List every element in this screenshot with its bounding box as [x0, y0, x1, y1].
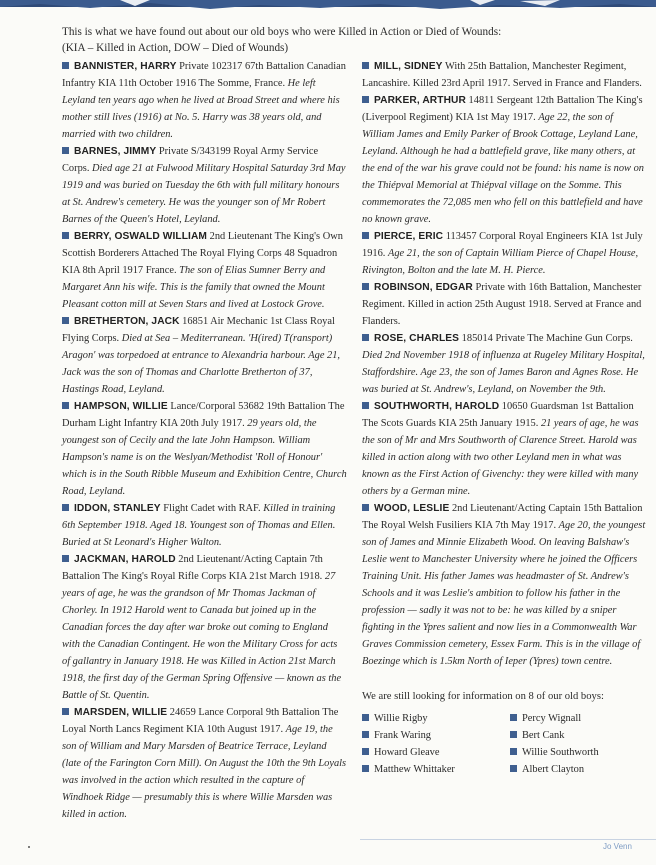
bullet-icon [62, 504, 69, 511]
entry-iddon: IDDON, STANLEY Flight Cadet with RAF. Killed in training 6th September 1918. Aged 18. Youngest son of Thomas and Ellen. Buried at St Leonard's Higher Walton. [62, 503, 336, 548]
list-item: Albert Clayton [510, 762, 640, 778]
entry-jackman: JACKMAN, HAROLD 2nd Lieutenant/Acting Captain 7th Battalion The King's Royal Rifle Corps KIA 21st March 1918. 27 years of age, he was the grandson of Mr Thomas Jackman of Chorley. In 1912 Harold went to Canada but joined up in the Canadian forces the day after war broke out coming to England with the Canadian Contingent. He won the Military Cross for acts of gallantry in January 1918. He was Killed in Action 21st March 1918, the first day of the German Spring Offensive — known as the Battle of St. Quentin. [62, 554, 342, 701]
bullet-icon [362, 283, 369, 290]
list-item: Matthew Whittaker [362, 762, 510, 778]
page-mark [28, 846, 30, 848]
bullet-icon [362, 96, 369, 103]
entry-southworth: SOUTHWORTH, HAROLD 10650 Guardsman 1st Battalion The Scots Guards KIA 25th January 1915. 21 years of age, he was the son of Mr and Mrs Southworth of Clarence Street. Harold was killed in action along with two other Leyland men in what was known as the First Action of Givenchy: they were killed with many others by a German mine. [362, 401, 639, 497]
entry-bannister: BANNISTER, HARRY Private 102317 67th Battalion Canadian Infantry KIA 11th October 1916 The Somme, France. He left Leyland ten years ago when he lived at Broad Street and where his mother still lives (1916) at No. 5. Harry was 38 years old, and married with two children. [62, 61, 346, 140]
still-looking-list [362, 711, 647, 778]
bullet-icon [362, 62, 369, 69]
bullet-icon [362, 714, 369, 721]
list-item: Willie Rigby [362, 711, 510, 727]
entry-wood: WOOD, LESLIE 2nd Lieutenant/Acting Captain 15th Battalion The Royal Welsh Fusiliers KIA 7th May 1917. Age 20, the youngest son of James and Minnie Elizabeth Wood. On leaving Balshaw's Leslie went to Manchester University where he joined the Officers Training Unit. His father James was headmaster of St. Andrew's Schools and it was Leslie's ambition to follow his father in the profession — sadly it was not to be: he was killed by a sniper fighting in the Ypres salient and now lies in a Commonwealth War Graves Commission cemetery, Essex Farm. This is in the village of Boezinge which is 1.5km North of Ieper (Ypres) town centre. [362, 503, 646, 667]
entry-hampson: HAMPSON, WILLIE Lance/Corporal 53682 19th Battalion The Durham Light Infantry KIA 20th July 1917. 29 years old, the youngest son of Cecily and the late John Hampson. William Hampson's name is on the Weslyan/Methodist 'Roll of Honour' which is in the South Ribble Museum and Exhibition Centre, Church Road, Leyland. [62, 401, 347, 497]
entry-bretherton: BRETHERTON, JACK 16851 Air Mechanic 1st Class Royal Flying Corps. Died at Sea – Mediterranean. 'H(ired) T(ransport) Aragon' was torpedoed at entrance to Alexandria harbour. Age 21, Jack was the son of Thomas and Charlotte Bretherton of 37, Hastings Road, Leyland. [62, 316, 341, 395]
list-item: Willie Southworth [510, 745, 640, 761]
bullet-icon [362, 504, 369, 511]
still-looking-heading: We are still looking for information on 8 of our old boys: [362, 691, 604, 702]
entry-robinson: ROBINSON, EDGAR Private with 16th Battalion, Manchester Regiment. Killed in action 25th August 1918. Served at France and Flanders. [362, 282, 642, 327]
list-item: Howard Gleave [362, 745, 510, 761]
footer-rule [360, 839, 656, 840]
bullet-icon [510, 731, 517, 738]
left-column [62, 58, 347, 823]
list-item: Bert Cank [510, 728, 640, 744]
bullet-icon [62, 555, 69, 562]
entry-pierce: PIERCE, ERIC 113457 Corporal Royal Engineers KIA 1st July 1916. Age 21, the son of Captain William Pierce of Chapel House, Rivington, Bolton and the late M. H. Pierce. [362, 231, 643, 276]
bullet-icon [362, 402, 369, 409]
bullet-icon [62, 62, 69, 69]
top-decorative-band [0, 0, 656, 12]
bullet-icon [62, 708, 69, 715]
entry-berry: BERRY, OSWALD WILLIAM 2nd Lieutenant The King's Own Scottish Borderers Attached The Royal Flying Corps 48 Squadron KIA 8th April 1917 France. The son of Elias Sumner Berry and Margaret Ann his wife. This is the family that owned the Mount Pleasant cotton mill at Seven Stars and lived at Lostock Grove. [62, 231, 343, 310]
bullet-icon [362, 334, 369, 341]
bullet-icon [62, 147, 69, 154]
bullet-icon [510, 714, 517, 721]
bullet-icon [62, 317, 69, 324]
entry-mill: MILL, SIDNEY With 25th Battalion, Manchester Regiment, Lancashire. Killed 23rd April 1917. Served in France and Flanders. [362, 61, 642, 89]
bullet-icon [510, 748, 517, 755]
bullet-icon [62, 402, 69, 409]
list-item: Percy Wignall [510, 711, 640, 727]
bullet-icon [62, 232, 69, 239]
list-item: Frank Waring [362, 728, 510, 744]
intro-line-1: This is what we have found out about our old boys who were Killed in Action or Died of Wounds: [62, 26, 502, 38]
bullet-icon [362, 765, 369, 772]
bullet-icon [510, 765, 517, 772]
entry-parker: PARKER, ARTHUR 14811 Sergeant 12th Battalion The King's (Liverpool Regiment) KIA 1st May 1917. Age 22, the son of William James and Emily Parker of Brook Cottage, Leyland Lane, Leyland. Although he had a battlefield grave, like many others, at the end of the war his grave could not be found: his name is now on the Thiépval Memorial at Thiépval village on the Somme. This commemorates the 72,085 men who fell on this battlefield and have no known grave. [362, 95, 644, 225]
right-column [362, 58, 647, 778]
entry-rose: ROSE, CHARLES 185014 Private The Machine Gun Corps. Died 2nd November 1918 of influenza at Rugeley Military Hospital, Staffordshire. Age 23, the son of James Baron and Agnes Rose. He was buried at St. Andrew's, Leyland, on November the 9th. [362, 333, 645, 395]
bullet-icon [362, 748, 369, 755]
intro-line-2: (KIA – Killed in Action, DOW – Died of Wounds) [62, 42, 289, 54]
bullet-icon [362, 232, 369, 239]
entry-marsden: MARSDEN, WILLIE 24659 Lance Corporal 9th Battalion The Loyal North Lancs Regiment KIA 10th August 1917. Age 19, the son of William and Mary Marsden of Beatrice Terrace, Leyland (late of the Farington Corn Mill). On August the 10th the 9th Loyals was involved in the action which resulted in the capture of Windhoek Ridge — presumably this is where Willie Marsden was killed in action. [62, 707, 347, 820]
intro-text [62, 24, 622, 56]
footer-credit: Jo Venn [603, 842, 632, 851]
entry-barnes: BARNES, JIMMY Private S/343199 Royal Army Service Corps. Died age 21 at Fulwood Military Hospital Saturday 3rd May 1919 and was buried on Tuesday the 6th with full military honours at St. Andrew's cemetery. He was the younger son of Mr Robert Barnes of the Queen's Hotel, Leyland. [62, 146, 346, 225]
bullet-icon [362, 731, 369, 738]
